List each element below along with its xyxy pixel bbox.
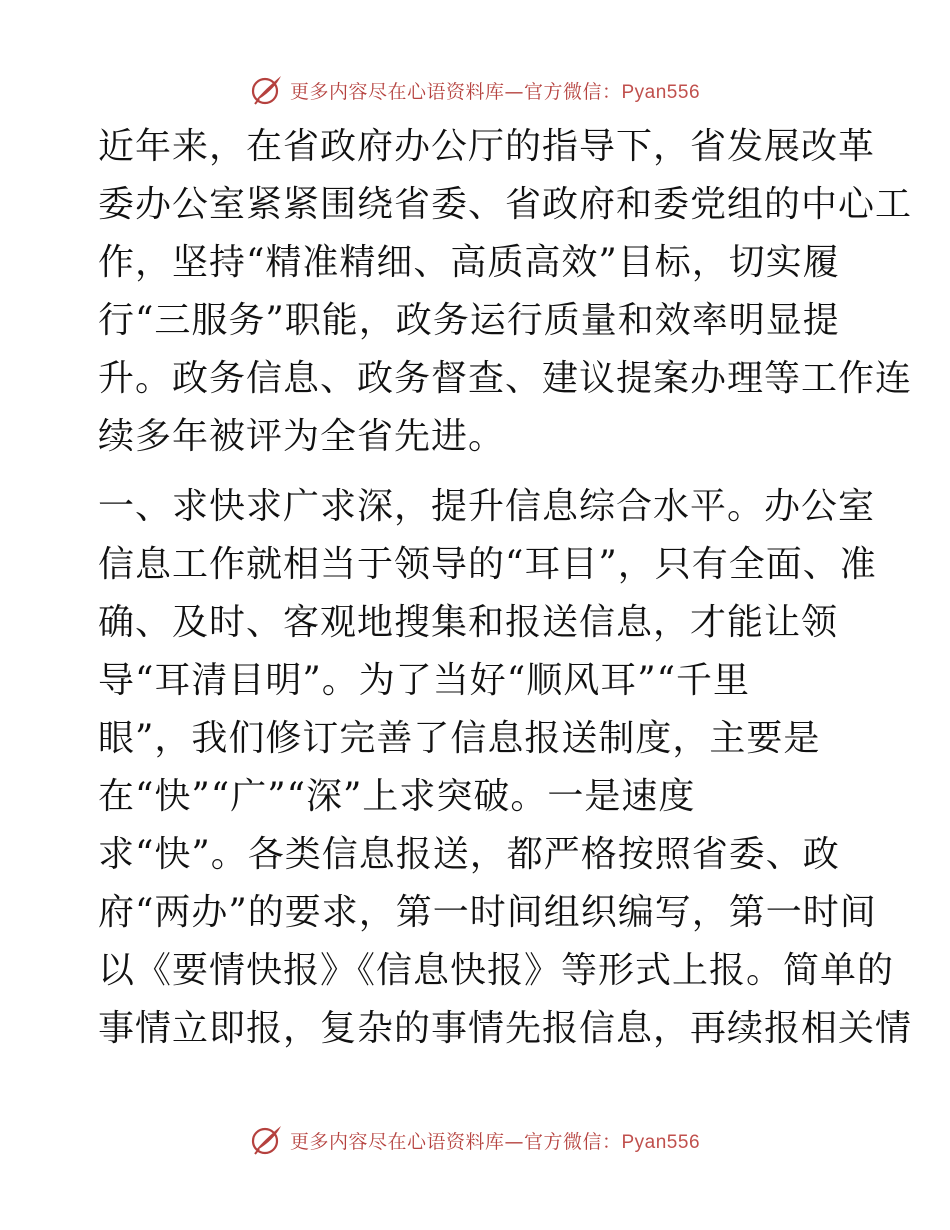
watermark-text: [290, 77, 700, 104]
quill-pen-logo-icon: [250, 73, 284, 107]
text-line: 委办公室紧紧围绕省委、省政府和委党组的中心工: [98, 184, 913, 225]
text-line: 续多年被评为全省先进。: [98, 416, 506, 457]
watermark-text: [290, 1127, 700, 1154]
text-line: 导“耳清目明”。为了当好“顺风耳”“千里: [98, 660, 751, 701]
paragraph-section-one: [98, 478, 913, 1058]
text-line: 事情立即报，复杂的事情先报信息，再续报相关情: [98, 1008, 913, 1049]
text-line: 信息工作就相当于领导的“耳目”，只有全面、准: [98, 544, 877, 585]
text-line: 府“两办”的要求，第一时间组织编写，第一时间: [98, 892, 877, 933]
text-line: 行“三服务”职能，政务运行质量和效率明显提: [98, 300, 840, 341]
watermark-wechat-id: Pyan556: [621, 1131, 701, 1153]
header-watermark: [0, 72, 950, 108]
footer-watermark: [0, 1122, 950, 1158]
text-line: 作，坚持“精准精细、高质高效”目标，切实履: [98, 242, 840, 283]
watermark-main-text: 更多内容尽在心语资料库: [289, 1130, 505, 1153]
watermark-dash: —: [504, 80, 524, 103]
paragraph-intro: [98, 118, 913, 466]
text-line: 升。政务信息、政务督查、建议提案办理等工作连: [98, 358, 913, 399]
quill-pen-logo-icon: [250, 1123, 284, 1157]
text-line: 以《要情快报》《信息快报》等形式上报。简单的: [98, 950, 895, 991]
text-line: 在“快”“广”“深”上求突破。一是速度: [98, 776, 696, 817]
watermark-main-text: 更多内容尽在心语资料库: [289, 80, 505, 103]
watermark-wechat-label: 官方微信：: [523, 80, 622, 103]
document-body: [98, 118, 913, 1058]
text-line: 求“快”。各类信息报送，都严格按照省委、政: [98, 834, 840, 875]
text-line: 确、及时、客观地搜集和报送信息，才能让领: [98, 602, 839, 643]
text-line: 眼”，我们修订完善了信息报送制度，主要是: [98, 718, 821, 759]
text-line: 一、求快求广求深，提升信息综合水平。办公室: [98, 486, 876, 527]
watermark-dash: —: [504, 1130, 524, 1153]
text-line: 近年来，在省政府办公厅的指导下，省发展改革: [98, 126, 876, 167]
watermark-wechat-id: Pyan556: [621, 81, 701, 103]
watermark-wechat-label: 官方微信：: [523, 1130, 622, 1153]
